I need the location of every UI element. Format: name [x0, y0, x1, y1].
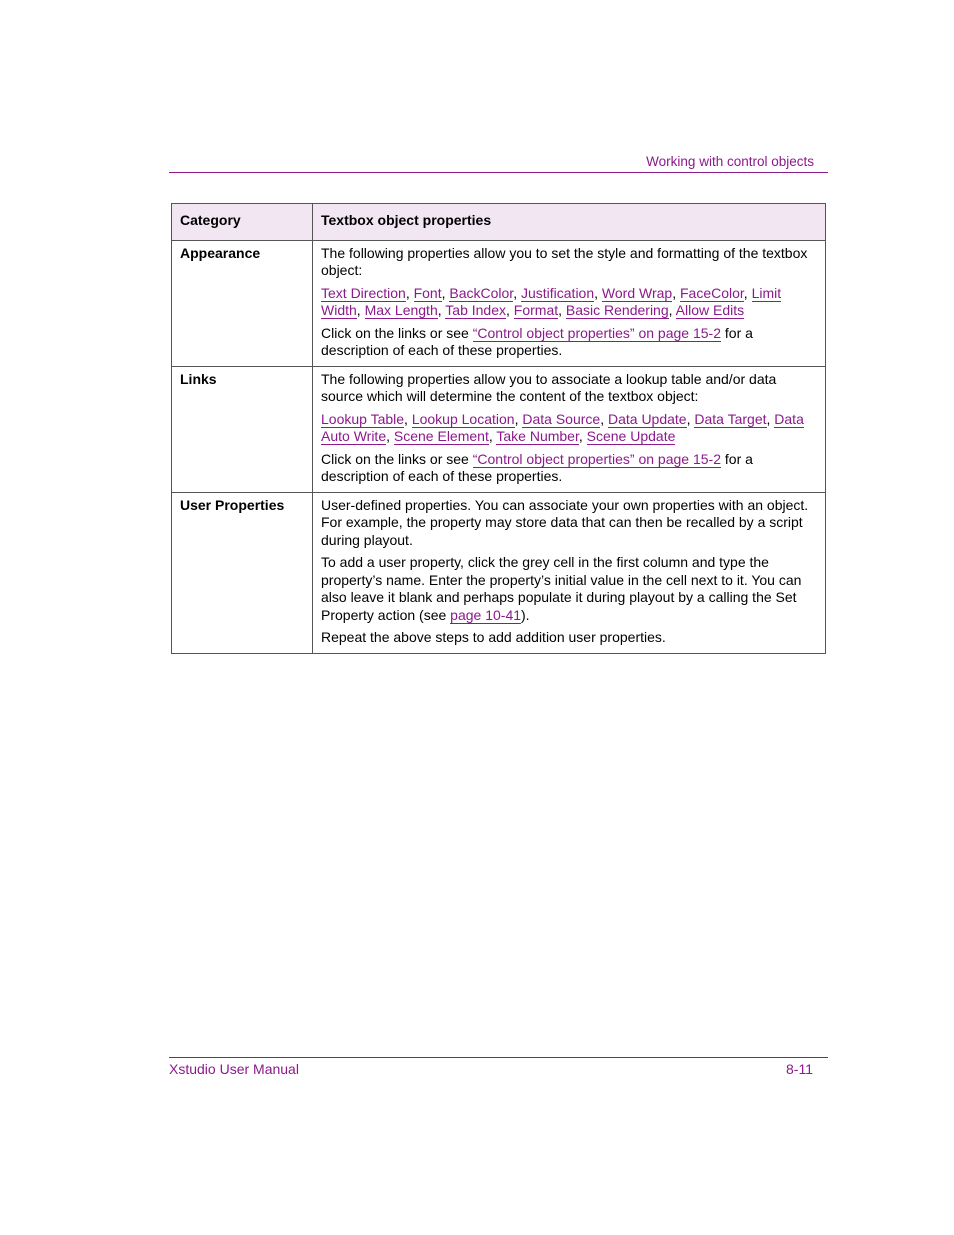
instructions-text: To add a user property, click the grey cell in the first column and type the property’s name. Enter the property’s initial value in the cell next to it. You can also leave it blank and perhaps populate it during playout by a calling the Set Property action (see	[321, 554, 802, 623]
properties-table	[171, 203, 826, 654]
link-control-object-properties[interactable]: “Control object properties” on page 15-2	[472, 450, 721, 467]
user-properties-intro: User-defined properties. You can associate your own properties with an object. For example, the property may store data that can then be recalled by a script during playout.	[321, 496, 809, 548]
row-intro: The following properties allow you to associate a lookup table and/or data source which will determine the content of the textbox object:	[321, 370, 777, 404]
category-cell: Appearance	[172, 240, 313, 366]
see-also-text	[321, 451, 817, 486]
link-word-wrap[interactable]: Word Wrap	[601, 284, 673, 301]
footer-divider	[169, 1057, 828, 1058]
link-data-auto-write[interactable]: Data Auto Write	[321, 410, 804, 444]
property-links: Lookup Table, Lookup Location, Data Source, Data Update, Data Target, Data Auto Write, Scene Element, Take Number, Scene Update	[321, 410, 804, 444]
table-row	[172, 366, 826, 492]
instructions-suffix: ).	[521, 606, 530, 623]
column-header-properties: Textbox object properties	[313, 204, 826, 241]
link-scene-element[interactable]: Scene Element	[393, 428, 489, 444]
description-cell	[313, 492, 826, 653]
row-intro: The following properties allow you to set the style and formatting of the textbox object:	[321, 244, 808, 278]
table-header-row	[172, 204, 826, 241]
link-page-10-41[interactable]: page 10-41	[450, 606, 522, 623]
category-cell: Links	[172, 366, 313, 492]
column-header-category: Category	[172, 204, 313, 241]
see-also-suffix: for a description of each of these properties.	[321, 324, 753, 358]
footer-manual-title: Xstudio User Manual	[169, 1061, 299, 1077]
link-text-direction[interactable]: Text Direction	[321, 284, 406, 301]
link-allow-edits[interactable]: Allow Edits	[675, 302, 745, 318]
property-links: Text Direction, Font, BackColor, Justification, Word Wrap, FaceColor, Limit Width, Max Length, Tab Index, Format, Basic Rendering, Allow Edits	[321, 284, 782, 318]
page-header	[169, 152, 828, 173]
description-cell	[313, 240, 826, 366]
link-basic-rendering[interactable]: Basic Rendering	[565, 302, 669, 318]
see-also-text	[321, 325, 817, 360]
link-lookup-table[interactable]: Lookup Table	[321, 410, 405, 427]
see-also-prefix: Click on the links or see	[321, 324, 473, 341]
see-also-prefix: Click on the links or see	[321, 450, 473, 467]
link-data-source[interactable]: Data Source	[522, 410, 601, 427]
link-data-update[interactable]: Data Update	[607, 410, 687, 427]
link-format[interactable]: Format	[513, 302, 559, 318]
link-scene-update[interactable]: Scene Update	[586, 428, 676, 444]
link-data-target[interactable]: Data Target	[694, 410, 767, 427]
link-max-length[interactable]: Max Length	[364, 302, 438, 318]
link-take-number[interactable]: Take Number	[496, 428, 579, 444]
link-justification[interactable]: Justification	[520, 284, 595, 301]
link-lookup-location[interactable]: Lookup Location	[411, 410, 515, 427]
table-row	[172, 240, 826, 366]
link-control-object-properties[interactable]: “Control object properties” on page 15-2	[472, 324, 721, 341]
link-backcolor[interactable]: BackColor	[449, 284, 514, 301]
link-tab-index[interactable]: Tab Index	[445, 302, 506, 318]
table-row	[172, 492, 826, 653]
see-also-suffix: for a description of each of these properties.	[321, 450, 753, 484]
link-limit-width[interactable]: Limit Width	[321, 284, 782, 318]
header-title: Working with control objects	[646, 154, 814, 169]
footer-page-number: 8-11	[786, 1061, 813, 1077]
description-cell	[313, 366, 826, 492]
link-facecolor[interactable]: FaceColor	[679, 284, 744, 301]
user-properties-repeat: Repeat the above steps to add addition user properties.	[321, 629, 666, 645]
link-font[interactable]: Font	[413, 284, 442, 301]
user-properties-instructions	[321, 554, 817, 624]
category-cell: User Properties	[172, 492, 313, 653]
